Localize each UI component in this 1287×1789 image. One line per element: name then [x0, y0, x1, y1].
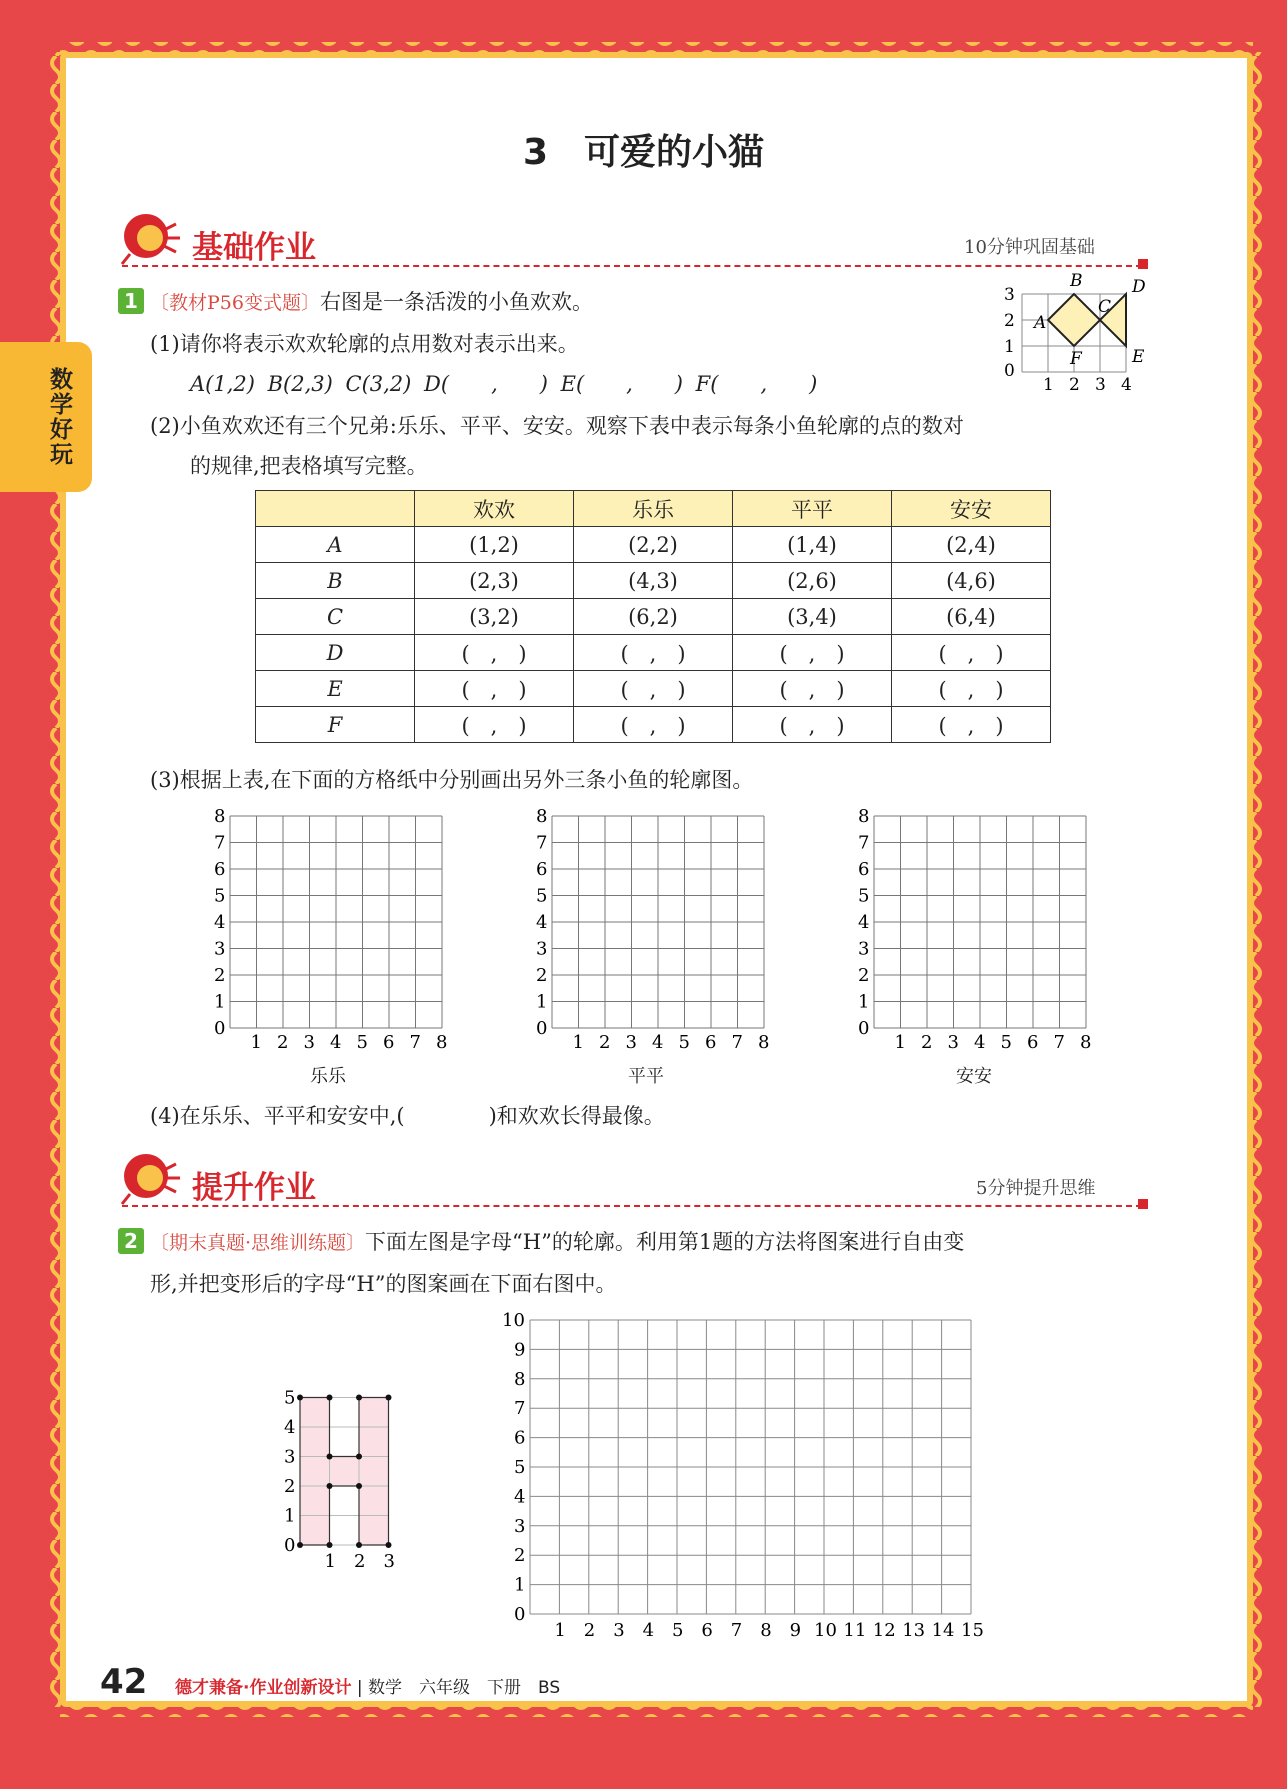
big-y-tick: 0	[514, 1604, 526, 1625]
y-tick: 2	[536, 965, 548, 986]
x-tick: 4	[330, 1032, 342, 1053]
page-number: 42	[100, 1662, 148, 1702]
y-tick: 5	[214, 885, 226, 907]
table-blank-cell[interactable]: ( , )	[892, 671, 1051, 707]
table-cell: (4,6)	[892, 563, 1051, 599]
y-tick: 7	[214, 832, 226, 854]
table-row-label: B	[256, 563, 415, 599]
fish-x-tick: 1	[1043, 375, 1054, 395]
y-tick: 3	[858, 938, 870, 960]
x-tick: 7	[409, 1032, 421, 1053]
y-tick: 0	[536, 1018, 548, 1039]
h-vertex	[356, 1454, 362, 1460]
big-y-tick: 8	[514, 1368, 526, 1390]
section2-title: 提升作业	[192, 1170, 316, 1206]
table-cell: (1,4)	[733, 527, 892, 563]
big-x-tick: 3	[613, 1620, 625, 1641]
x-tick: 6	[705, 1032, 717, 1053]
big-x-tick: 14	[931, 1620, 955, 1641]
question-1-stem: 右图是一条活泼的小鱼欢欢。	[319, 290, 593, 314]
h-x-tick: 3	[383, 1551, 395, 1572]
x-tick: 2	[277, 1032, 289, 1053]
big-y-tick: 10	[502, 1310, 525, 1331]
y-tick: 8	[214, 806, 226, 827]
fish-point-label: B	[1070, 271, 1083, 291]
question-1-number: 1	[118, 288, 144, 314]
big-x-tick: 9	[789, 1620, 802, 1641]
table-row	[256, 635, 1051, 671]
y-tick: 6	[536, 859, 548, 880]
big-x-tick: 8	[760, 1620, 772, 1641]
question-2-number: 2	[118, 1228, 144, 1254]
h-y-tick: 1	[284, 1505, 296, 1527]
big-x-tick: 12	[872, 1620, 896, 1641]
table-header-cell	[256, 491, 415, 527]
section1-subtitle: 10分钟巩固基础	[964, 237, 1095, 258]
question-2-line2: 形,并把变形后的字母“H”的图案画在下面右图中。	[150, 1272, 617, 1296]
section1-title: 基础作业	[192, 230, 316, 266]
table-blank-cell[interactable]: ( , )	[574, 635, 733, 671]
y-tick: 0	[858, 1018, 870, 1039]
grid-label-lele: 乐乐	[310, 1066, 346, 1087]
table-cell: (3,2)	[415, 599, 574, 635]
y-tick: 5	[858, 885, 870, 907]
table-row-label: F	[256, 707, 415, 743]
fish-x-tick: 0	[1004, 361, 1015, 381]
y-tick: 7	[858, 832, 870, 854]
table-row	[256, 527, 1051, 563]
big-x-tick: 7	[730, 1620, 743, 1641]
table-cell: (2,4)	[892, 527, 1051, 563]
fish-y-tick: 3	[1004, 285, 1015, 305]
balloon-icon	[118, 210, 182, 266]
fish-x-tick: 2	[1069, 375, 1080, 395]
big-x-tick: 1	[554, 1620, 566, 1641]
table-row-label: E	[256, 671, 415, 707]
h-y-tick: 4	[284, 1417, 296, 1438]
table-row-label: A	[256, 527, 415, 563]
y-tick: 1	[214, 991, 226, 1013]
y-tick: 8	[858, 806, 870, 827]
h-vertex	[386, 1395, 392, 1401]
table-blank-cell[interactable]: ( , )	[574, 707, 733, 743]
table-blank-cell[interactable]: ( , )	[733, 671, 892, 707]
table-row	[256, 671, 1051, 707]
question-1-part1: (1)请你将表示欢欢轮廓的点用数对表示出来。	[150, 332, 579, 356]
fish-point-label: C	[1098, 297, 1112, 317]
question-1-tag: 〔教材P56变式题〕	[150, 292, 320, 314]
table-cell: (2,3)	[415, 563, 574, 599]
grid-pingping[interactable]	[522, 806, 782, 1053]
big-x-tick: 10	[814, 1620, 837, 1641]
y-tick: 2	[214, 965, 226, 986]
question-1-part2-line1: (2)小鱼欢欢还有三个兄弟:乐乐、平平、安安。观察下表中表示每条小鱼轮廓的点的数对	[150, 414, 964, 438]
big-y-tick: 1	[514, 1574, 526, 1596]
fish-y-tick: 2	[1004, 311, 1015, 331]
y-tick: 6	[214, 859, 226, 880]
x-tick: 1	[572, 1032, 584, 1053]
y-tick: 1	[858, 991, 870, 1013]
h-vertex	[297, 1542, 303, 1548]
table-row	[256, 563, 1051, 599]
h-shape-fill	[300, 1398, 389, 1546]
y-tick: 3	[214, 938, 226, 960]
fish-point-label: E	[1132, 347, 1145, 367]
x-tick: 5	[356, 1032, 368, 1053]
h-vertex	[327, 1454, 333, 1460]
y-tick: 2	[858, 965, 870, 986]
fish-point-label: F	[1070, 349, 1082, 369]
x-tick: 4	[652, 1032, 664, 1053]
h-x-tick: 2	[354, 1551, 366, 1572]
table-header-row	[256, 491, 1051, 527]
table-cell: (6,2)	[574, 599, 733, 635]
table-header-cell: 安安	[892, 491, 1051, 527]
h-vertex	[297, 1395, 303, 1401]
divider-end-marker	[1138, 1199, 1148, 1209]
table-header-cell: 欢欢	[415, 491, 574, 527]
y-tick: 4	[214, 912, 226, 933]
big-x-tick: 11	[843, 1620, 867, 1641]
question-2-line1: 下面左图是字母“H”的轮廓。利用第1题的方法将图案进行自由变	[365, 1230, 965, 1254]
x-tick: 1	[250, 1032, 262, 1053]
big-y-tick: 9	[514, 1339, 526, 1361]
grid-label-pingping: 平平	[628, 1066, 664, 1087]
y-tick: 4	[536, 912, 548, 933]
fish-point-label: A	[1034, 313, 1047, 333]
h-vertex	[386, 1542, 392, 1548]
x-tick: 4	[974, 1032, 986, 1053]
x-tick: 6	[383, 1032, 395, 1053]
y-tick: 3	[536, 938, 548, 960]
table-blank-cell[interactable]: ( , )	[733, 707, 892, 743]
table-cell: (6,4)	[892, 599, 1051, 635]
grid-label-anan: 安安	[956, 1066, 992, 1087]
fish-figure	[990, 272, 1150, 402]
h-vertex	[356, 1483, 362, 1489]
fish-point-label: D	[1132, 277, 1146, 297]
x-tick: 1	[894, 1032, 906, 1053]
x-tick: 6	[1027, 1032, 1039, 1053]
x-tick: 8	[758, 1032, 770, 1053]
h-x-tick: 0	[284, 1535, 296, 1556]
h-vertex	[327, 1395, 333, 1401]
h-figure	[280, 1380, 420, 1572]
side-tab	[0, 342, 92, 492]
table-blank-cell[interactable]: ( , )	[415, 707, 574, 743]
points-table	[255, 490, 1051, 743]
y-tick: 5	[536, 885, 548, 907]
table-cell: (2,6)	[733, 563, 892, 599]
x-tick: 3	[303, 1032, 315, 1053]
table-blank-cell[interactable]: ( , )	[574, 671, 733, 707]
page-title: 3 可爱的小猫	[522, 132, 765, 173]
question-1-part2-line2: 的规律,把表格填写完整。	[190, 454, 428, 478]
big-y-tick: 3	[514, 1515, 526, 1537]
x-tick: 8	[436, 1032, 448, 1053]
fish-y-tick: 1	[1004, 337, 1015, 357]
drawing-grid[interactable]	[490, 1308, 990, 1648]
y-tick: 8	[536, 806, 548, 827]
x-tick: 2	[599, 1032, 611, 1053]
x-tick: 5	[1000, 1032, 1012, 1053]
table-row	[256, 707, 1051, 743]
table-cell: (1,2)	[415, 527, 574, 563]
y-tick: 7	[536, 832, 548, 854]
big-x-tick: 13	[902, 1620, 926, 1641]
big-x-tick: 2	[583, 1620, 596, 1641]
big-y-tick: 2	[514, 1545, 526, 1567]
x-tick: 7	[1053, 1032, 1065, 1053]
question-1-part1-answer: A(1,2) B(2,3) C(3,2) D( , ) E( , ) F( , )	[190, 372, 818, 396]
section1-divider	[122, 265, 1142, 267]
table-cell: (2,2)	[574, 527, 733, 563]
fish-x-tick: 3	[1095, 375, 1106, 395]
table-row-label: D	[256, 635, 415, 671]
table-blank-cell[interactable]: ( , )	[733, 635, 892, 671]
x-tick: 3	[947, 1032, 959, 1053]
table-header-cell: 乐乐	[574, 491, 733, 527]
h-vertex	[327, 1483, 333, 1489]
question-2-tag: 〔期末真题·思维训练题〕	[150, 1232, 366, 1254]
h-y-tick: 3	[284, 1446, 296, 1468]
y-tick: 4	[858, 912, 870, 933]
section2-subtitle: 5分钟提升思维	[976, 1178, 1096, 1199]
y-tick: 1	[536, 991, 548, 1013]
table-cell: (3,4)	[733, 599, 892, 635]
table-blank-cell[interactable]: ( , )	[415, 635, 574, 671]
h-y-tick: 2	[284, 1476, 296, 1497]
y-tick: 0	[214, 1018, 226, 1039]
big-x-tick: 15	[961, 1620, 984, 1641]
question-1-part3: (3)根据上表,在下面的方格纸中分别画出另外三条小鱼的轮廓图。	[150, 768, 754, 792]
grid-anan[interactable]	[844, 806, 1104, 1053]
h-y-tick: 5	[284, 1387, 296, 1409]
big-y-tick: 6	[514, 1427, 526, 1449]
big-y-tick: 4	[514, 1486, 526, 1508]
x-tick: 5	[678, 1032, 690, 1053]
big-y-tick: 5	[514, 1457, 526, 1478]
big-x-tick: 4	[642, 1620, 655, 1641]
big-y-tick: 7	[514, 1398, 526, 1420]
h-vertex	[356, 1395, 362, 1401]
table-header-cell: 平平	[733, 491, 892, 527]
h-vertex	[356, 1542, 362, 1548]
table-blank-cell[interactable]: ( , )	[892, 635, 1051, 671]
footer-text: 德才兼备·作业创新设计 | 数学 六年级 下册 BS	[175, 1678, 561, 1698]
question-1-part4: (4)在乐乐、平平和安安中,( )和欢欢长得最像。	[150, 1104, 665, 1128]
side-tab-label: 数学好玩	[46, 367, 72, 467]
table-blank-cell[interactable]: ( , )	[415, 671, 574, 707]
h-x-tick: 1	[324, 1551, 336, 1572]
section2-divider	[122, 1205, 1142, 1207]
grid-lele[interactable]	[200, 806, 460, 1053]
table-row-label: C	[256, 599, 415, 635]
big-x-tick: 5	[672, 1620, 684, 1641]
divider-end-marker	[1138, 259, 1148, 269]
table-cell: (4,3)	[574, 563, 733, 599]
fish-x-tick: 4	[1121, 375, 1132, 395]
x-tick: 2	[921, 1032, 933, 1053]
table-row	[256, 599, 1051, 635]
x-tick: 7	[731, 1032, 743, 1053]
table-blank-cell[interactable]: ( , )	[892, 707, 1051, 743]
x-tick: 3	[625, 1032, 637, 1053]
x-tick: 8	[1080, 1032, 1092, 1053]
big-x-tick: 6	[701, 1620, 713, 1641]
footer-info: 数学 六年级 下册 BS	[368, 1678, 561, 1698]
h-vertex	[327, 1542, 333, 1548]
y-tick: 6	[858, 859, 870, 880]
footer-brand: 德才兼备·作业创新设计	[175, 1678, 352, 1698]
balloon-icon	[118, 1150, 182, 1206]
